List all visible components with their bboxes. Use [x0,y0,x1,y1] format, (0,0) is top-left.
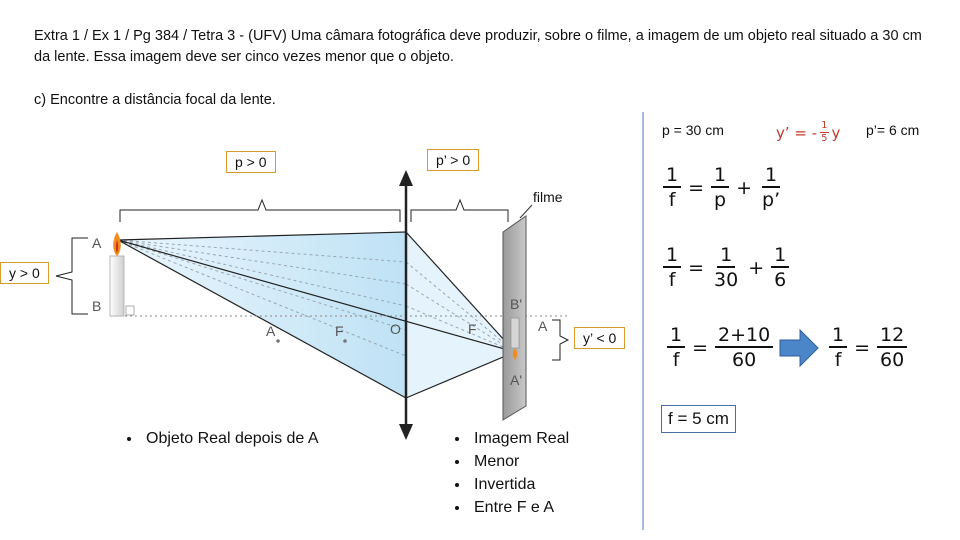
magnification-formula [776,120,840,145]
eq2-num-1: 1 [663,244,681,268]
eq3-num: 2+10 [715,324,773,348]
y-label: y > 0 [0,262,49,284]
p-label: p > 0 [226,151,276,173]
y-brace [56,238,88,314]
image-bullet: • Imagem Real [470,427,569,450]
problem-statement: Extra 1 / Ex 1 / Pg 384 / Tetra 3 - (UFV) Uma câmara fotográfica deve produzir, sobre o filme, a imagem de um objeto real situado a 30 cm da lente. Essa imagem deve ser cinco vezes menor que o objeto. [34,28,922,65]
axis-A-right-label: A [538,318,548,334]
eq2-den-30: 30 [714,269,739,291]
eq3-num-1: 1 [667,324,685,348]
object-bullets [118,427,319,450]
question-c: c) Encontre a distância focal da lente. [34,92,276,108]
eq1-num-3: 1 [762,164,780,188]
eq4-num: 12 [877,324,907,348]
lens-equation-4 [826,324,910,372]
point-B-label: B [92,298,102,314]
eq4-den-f: f [834,349,842,371]
optical-center-label: O [390,321,401,337]
magnification-num: 1 [821,120,828,131]
eq3-equals: = [692,337,709,359]
object-bullet: • Objeto Real depois de A [142,427,319,450]
image-A-prime-label: A' [510,372,523,388]
lens-top-arrow [399,170,413,186]
point-A-label: A [92,235,102,251]
implies-arrow [780,330,818,366]
image-bullet: • Menor [470,450,569,473]
eq4-num-1: 1 [829,324,847,348]
candle [110,256,124,316]
eq1-plus: + [736,177,753,199]
image-bullets [446,427,569,519]
eq1-den-p: p [714,189,727,211]
image-bullet: • Invertida [470,473,569,496]
light-beam [118,232,406,398]
magnification-rhs: y [831,123,841,142]
axis-A-label: A [266,323,276,339]
given-p: p = 30 cm [662,122,724,138]
light-beam-image-side [406,232,515,398]
eq1-equals: = [688,177,705,199]
eq2-num-2: 1 [717,244,735,268]
eq4-equals: = [854,337,871,359]
eq1-num-1: 1 [663,164,681,188]
eq3-den-f: f [672,349,680,371]
lens-equation-1 [660,164,786,212]
y-prime-label: y’ < 0 [574,327,625,349]
image-bullet: • Entre F e A [470,496,569,519]
given-p-prime: p’= 6 cm [866,122,920,138]
axis-F-left-label: F [335,323,344,339]
result-box: f = 5 cm [661,405,736,433]
lens-bottom-arrow [399,424,413,440]
image-candle [511,318,519,348]
axis-F-right-label: F [468,321,477,337]
p-prime-brace [411,200,508,222]
eq2-den-6: 6 [774,269,787,291]
eq3-den: 60 [732,349,757,371]
lens-equation-2 [660,244,792,292]
magnification-den: 5 [821,133,828,144]
y-prime-brace [552,320,568,360]
candle-base-marker [126,306,134,315]
film-label: filme [533,189,563,205]
eq4-den: 60 [880,349,905,371]
eq1-num-2: 1 [711,164,729,188]
eq2-den-f: f [668,269,676,291]
p-prime-label: p’ > 0 [427,149,479,171]
eq2-equals: = [688,257,705,279]
eq1-den-f: f [668,189,676,211]
eq2-num-3: 1 [771,244,789,268]
magnification-lhs: y’ = - [776,123,818,142]
lens-equation-3 [664,324,776,372]
eq1-den-p-prime: p’ [762,189,781,211]
p-brace [120,200,400,222]
eq2-plus: + [748,257,765,279]
image-B-prime-label: B' [510,296,523,312]
point-F-dot [343,339,347,343]
point-A-dot [276,339,280,343]
